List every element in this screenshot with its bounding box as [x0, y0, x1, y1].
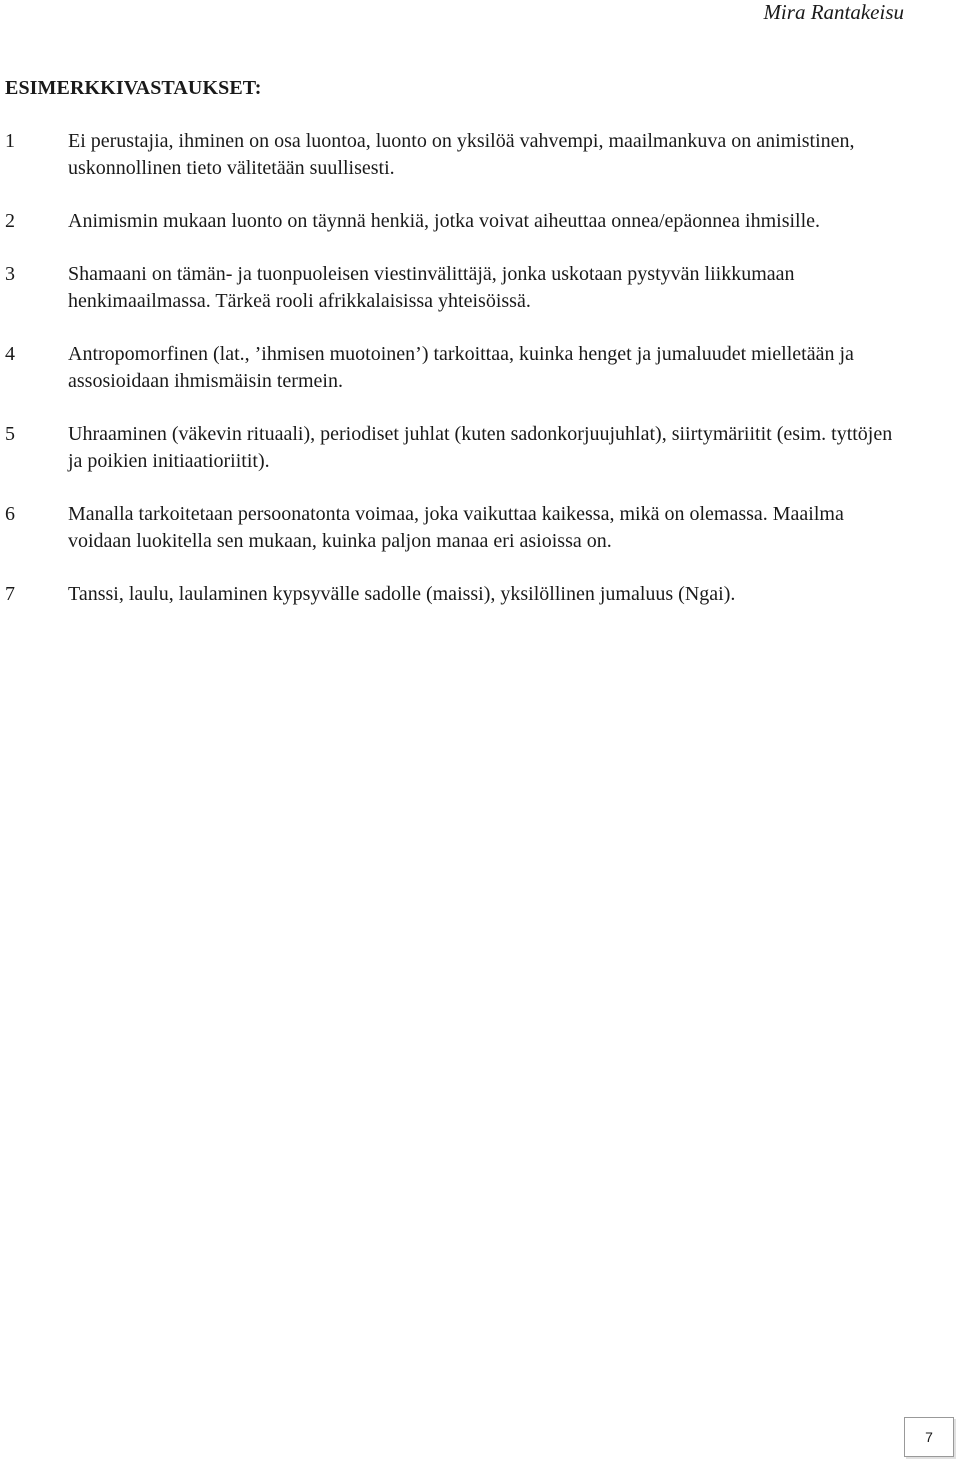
answer-number: 6: [5, 503, 15, 525]
answer-number: 5: [5, 423, 15, 445]
answer-text: Antropomorfinen (lat., ’ihmisen muotoinen’) tarkoittaa, kuinka henget ja jumaluudet mielletään ja assosioidaan ihmismäisin termein.: [68, 343, 854, 392]
answer-item-6: [0, 501, 920, 555]
answer-item-5: [0, 421, 920, 475]
answer-number: 7: [5, 583, 15, 605]
section-heading: ESIMERKKIVASTAUKSET:: [5, 77, 262, 99]
answer-item-1: [0, 128, 920, 182]
answer-item-4: [0, 341, 920, 395]
answer-text: Tanssi, laulu, laulaminen kypsyvälle sadolle (maissi), yksilöllinen jumaluus (Ngai).: [68, 583, 736, 605]
answer-text: Shamaani on tämän- ja tuonpuoleisen viestinvälittäjä, jonka uskotaan pystyvän liikkumaan henkimaailmassa. Tärkeä rooli afrikkalaisissa yhteisöissä.: [68, 263, 795, 312]
answer-item-7: [0, 581, 920, 608]
answer-item-2: [0, 208, 920, 235]
page-number-box: 7: [904, 1417, 954, 1457]
answer-number: 1: [5, 130, 15, 152]
answer-text: Uhraaminen (väkevin rituaali), periodiset juhlat (kuten sadonkorjuujuhlat), siirtymäriitit (esim. tyttöjen ja poikien initiaatioriitit).: [68, 423, 893, 472]
answer-text: Manalla tarkoitetaan persoonatonta voimaa, joka vaikuttaa kaikessa, mikä on olemassa. Maailma voidaan luokitella sen mukaan, kuinka paljon manaa eri asioissa on.: [68, 503, 844, 552]
answer-number: 2: [5, 210, 15, 232]
answer-text: Ei perustajia, ihminen on osa luontoa, luonto on yksilöä vahvempi, maailmankuva on animistinen, uskonnollinen tieto välitetään suullisesti.: [68, 130, 855, 179]
answer-text: Animismin mukaan luonto on täynnä henkiä, jotka voivat aiheuttaa onnea/epäonnea ihmisille.: [68, 210, 821, 232]
answer-number: 3: [5, 263, 15, 285]
answer-list: [0, 128, 920, 634]
answer-number: 4: [5, 343, 15, 365]
answer-item-3: [0, 261, 920, 315]
author-name: Mira Rantakeisu: [763, 0, 904, 24]
